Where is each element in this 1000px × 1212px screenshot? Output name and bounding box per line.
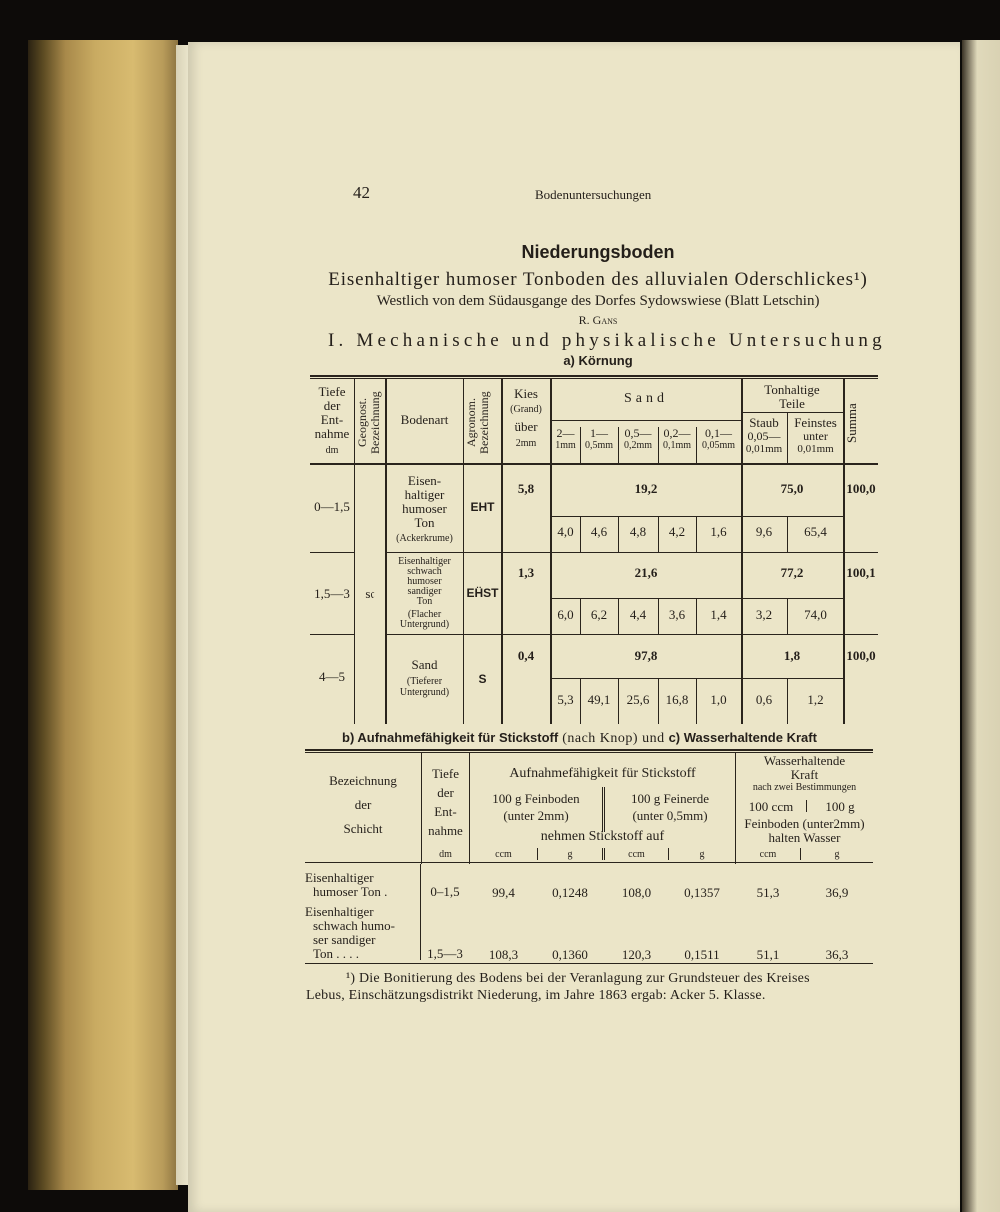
b-row2-name-1: Eisenhaltiger xyxy=(305,904,374,919)
sand-col-3-b: 0,2mm xyxy=(623,440,653,451)
bodenart-header: Bodenart xyxy=(400,412,449,427)
row1-bodenart-1: Eisen- xyxy=(407,473,442,488)
bezeichnung-header-1: Bezeichnung xyxy=(329,773,397,788)
footnote-line-1: ¹) Die Bonitierung des Bodens bei der Veranlagung zur Grundsteuer des Kreises xyxy=(346,971,810,986)
wasser-col-1: 100 ccm xyxy=(748,799,794,814)
row1-bodenart-5: (Ackerkrume) xyxy=(396,533,453,544)
feinerde-header-2: (unter 0,5mm) xyxy=(632,808,708,823)
bezeichnung-header-2: der xyxy=(354,797,372,812)
row1-sand-total: 19,2 xyxy=(634,481,658,496)
row2-sand-total: 21,6 xyxy=(634,565,658,580)
row1-summa: 100,0 xyxy=(846,481,876,496)
book-page-edges xyxy=(28,40,178,1190)
row3-ton-total: 1,8 xyxy=(783,648,801,663)
b-row2-val-5: 51,1 xyxy=(756,947,780,962)
author-line: R. Gans xyxy=(578,313,618,327)
unit-g-1: g xyxy=(567,849,573,860)
feinboden-header-1: 100 g Feinboden xyxy=(492,791,580,806)
row3-sand-4: 16,8 xyxy=(665,692,689,707)
tiefe-unit: dm xyxy=(325,445,339,456)
sand-col-5-b: 0,05mm xyxy=(701,440,736,451)
b-row1-tiefe: 0–1,5 xyxy=(430,884,460,899)
row2-bodenart-4: sandiger xyxy=(407,586,442,597)
page-number: 42 xyxy=(353,183,370,202)
row1-bodenart-4: Ton xyxy=(414,515,435,530)
wasser-sub-2: halten Wasser xyxy=(768,830,841,845)
kies-header-4: 2mm xyxy=(515,438,537,449)
feinstes-header-2: unter xyxy=(803,429,828,443)
subsection-bc-heading xyxy=(342,730,862,747)
row2-bodenart-7: Untergrund) xyxy=(399,619,450,630)
row3-staub: 0,6 xyxy=(755,692,773,707)
row1-ton-total: 75,0 xyxy=(780,481,804,496)
row2-sand-4: 3,6 xyxy=(668,607,686,622)
location-line: Westlich von dem Südausgange des Dorfes Sydowswiese (Blatt Letschin) xyxy=(376,293,820,309)
agronom-header: Agronom. Bezeichnung xyxy=(464,391,491,455)
b-row1-val-2: 0,1248 xyxy=(552,885,588,900)
row2-kies: 1,3 xyxy=(517,565,535,580)
tonhaltige-header-2: Teile xyxy=(779,396,805,411)
bezeichnung-header-3: Schicht xyxy=(343,821,383,836)
sand-col-2-b: 0,5mm xyxy=(584,440,614,451)
row2-feinstes: 74,0 xyxy=(804,607,827,622)
unit-g-2: g xyxy=(699,849,705,860)
row2-sand-1: 6,0 xyxy=(557,607,574,622)
b-row2-val-6: 36,3 xyxy=(825,947,849,962)
row1-sand-5: 1,6 xyxy=(710,524,727,539)
row3-bodenart-1: Sand xyxy=(411,657,438,672)
aufnahme-header: Aufnahmefähigkeit für Stickstoff xyxy=(509,766,696,781)
row1-agronom: EHT xyxy=(470,500,495,514)
sand-col-3-a: 0,5— xyxy=(624,426,652,440)
sand-col-4-a: 0,2— xyxy=(663,426,691,440)
section-heading: I. Mechanische und physikalische Untersuchung xyxy=(328,330,886,351)
unit-ccm-1: ccm xyxy=(495,849,512,860)
kies-header-3: über xyxy=(514,419,538,434)
sand-col-4-b: 0,1mm xyxy=(662,440,692,451)
row2-sand-2: 6,2 xyxy=(590,607,608,622)
footnote-line-2: Lebus, Einschätzungsdistrikt Niederung, im Jahre 1863 ergab: Acker 5. Klasse. xyxy=(306,988,766,1003)
staub-header-1: Staub xyxy=(749,415,779,430)
feinboden-header-2: (unter 2mm) xyxy=(503,808,569,823)
sand-col-1-a: 2— xyxy=(556,426,575,440)
wasser-col-2: 100 g xyxy=(825,799,855,814)
row1-sand-1: 4,0 xyxy=(557,524,574,539)
tiefe-header-3: Ent- xyxy=(320,412,344,427)
row1-sand-4: 4,2 xyxy=(668,524,686,539)
row1-sand-3: 4,8 xyxy=(629,524,647,539)
summa-header: Summa xyxy=(844,403,859,443)
row1-tiefe: 0—1,5 xyxy=(314,499,350,514)
sand-header: Sand xyxy=(624,391,668,406)
row2-tiefe: 1,5—3 xyxy=(314,586,350,601)
row1-feinstes: 65,4 xyxy=(804,524,827,539)
tiefe-b-header-2: der xyxy=(437,785,454,800)
nehmen-header: nehmen Stickstoff auf xyxy=(540,829,665,844)
kies-header-2: (Grand) xyxy=(510,404,542,415)
tiefe-header-1: Tiefe xyxy=(318,384,346,399)
row1-bodenart-2: haltiger xyxy=(404,487,445,502)
subsection-b-suffix: (nach Knop) und xyxy=(558,731,669,746)
facing-page-edge xyxy=(962,40,1000,1212)
sand-col-2-a: 1— xyxy=(590,426,608,440)
b-row2-val-3: 120,3 xyxy=(621,947,652,962)
staub-header-2: 0,05— xyxy=(747,429,781,443)
row3-feinstes: 1,2 xyxy=(807,692,824,707)
b-row1-name-2: humoser Ton . xyxy=(313,884,388,899)
b-row1-val-1: 99,4 xyxy=(492,885,515,900)
unit-g-3: g xyxy=(834,849,840,860)
row2-bodenart-2: schwach xyxy=(407,566,442,577)
row3-sand-2: 49,1 xyxy=(587,692,611,707)
wasser-note: nach zwei Bestimmungen xyxy=(752,782,857,793)
tiefe-b-header-3: Ent- xyxy=(434,804,457,819)
wasser-header-2: Kraft xyxy=(790,767,819,782)
row1-bodenart-3: humoser xyxy=(402,501,447,516)
row3-kies: 0,4 xyxy=(517,648,535,663)
b-row2-name-4: Ton . . . . xyxy=(313,946,360,961)
row1-sand-2: 4,6 xyxy=(590,524,608,539)
feinerde-header-1: 100 g Feinerde xyxy=(631,791,709,806)
heading-title: Niederungsboden xyxy=(521,242,675,262)
tiefe-header-2: der xyxy=(323,398,341,413)
row3-summa: 100,0 xyxy=(846,648,876,663)
b-row1-val-4: 0,1357 xyxy=(684,885,720,900)
kies-header-1: Kies xyxy=(514,386,538,401)
row2-agronom: EḦST xyxy=(466,586,499,600)
row3-bodenart-2: (Tieferer xyxy=(406,676,443,687)
tiefe-b-header-4: nahme xyxy=(428,823,463,838)
b-row1-val-6: 36,9 xyxy=(825,885,849,900)
subsection-a-heading: a) Körnung xyxy=(563,353,633,368)
row3-sand-5: 1,0 xyxy=(710,692,727,707)
wasser-sub-1: Feinboden (unter2mm) xyxy=(744,816,865,831)
b-row2-tiefe: 1,5—3 xyxy=(427,946,463,961)
row2-sand-3: 4,4 xyxy=(629,607,647,622)
b-row1-val-5: 51,3 xyxy=(756,885,780,900)
unit-ccm-3: ccm xyxy=(759,849,777,860)
unit-ccm-2: ccm xyxy=(628,849,645,860)
row2-sand-5: 1,4 xyxy=(710,607,727,622)
row3-tiefe: 4—5 xyxy=(319,669,345,684)
footnote xyxy=(306,970,886,1004)
geognost-header: Geognost. Bezeichnung xyxy=(355,391,382,455)
feinstes-header-3: 0,01mm xyxy=(797,443,834,455)
row2-summa: 100,1 xyxy=(846,565,876,580)
tiefe-b-header-1: Tiefe xyxy=(432,766,459,781)
row2-bodenart-1: Eisenhaltiger xyxy=(398,556,451,567)
row3-sand-3: 25,6 xyxy=(626,692,650,707)
b-row2-name-3: ser sandiger xyxy=(313,932,376,947)
unit-dm: dm xyxy=(439,849,452,860)
row2-bodenart-5: Ton xyxy=(416,596,433,607)
row3-sand-total: 97,8 xyxy=(634,648,658,663)
book-page xyxy=(188,42,960,1212)
subsection-c-label: c) Wasserhaltende Kraft xyxy=(668,730,817,745)
b-row2-name-2: schwach humo- xyxy=(313,918,395,933)
b-row1-val-3: 108,0 xyxy=(621,885,652,900)
running-title: Bodenuntersuchungen xyxy=(535,187,652,202)
row2-bodenart-3: humoser xyxy=(407,576,442,587)
row3-bodenart-3: Untergrund) xyxy=(399,687,450,698)
sand-col-5-a: 0,1— xyxy=(705,426,732,440)
row2-bodenart-6: (Flacher xyxy=(407,609,442,620)
heading-subtitle: Eisenhaltiger humoser Tonboden des alluvialen Oderschlickes¹) xyxy=(328,269,868,290)
tonhaltige-header-1: Tonhaltige xyxy=(764,382,820,397)
tiefe-header-4: nahme xyxy=(314,426,350,441)
subsection-b-label: b) Aufnahmefähigkeit für Stickstoff xyxy=(342,730,559,745)
row3-sand-1: 5,3 xyxy=(557,692,574,707)
row2-ton-total: 77,2 xyxy=(780,565,804,580)
row2-staub: 3,2 xyxy=(755,607,773,622)
b-row2-val-2: 0,1360 xyxy=(552,947,588,962)
row1-kies: 5,8 xyxy=(517,481,535,496)
row1-staub: 9,6 xyxy=(755,524,773,539)
wasser-header-1: Wasserhaltende xyxy=(763,753,846,768)
b-row2-val-1: 108,3 xyxy=(488,947,519,962)
sand-col-1-b: 1mm xyxy=(555,440,576,451)
b-row2-val-4: 0,1511 xyxy=(684,947,720,962)
feinstes-header-1: Feinstes xyxy=(794,415,837,430)
row3-agronom: S xyxy=(478,672,487,686)
b-row1-name-1: Eisenhaltiger xyxy=(305,870,374,885)
staub-header-3: 0,01mm xyxy=(745,443,783,455)
geognost-value: s𝔠 xyxy=(365,586,375,601)
